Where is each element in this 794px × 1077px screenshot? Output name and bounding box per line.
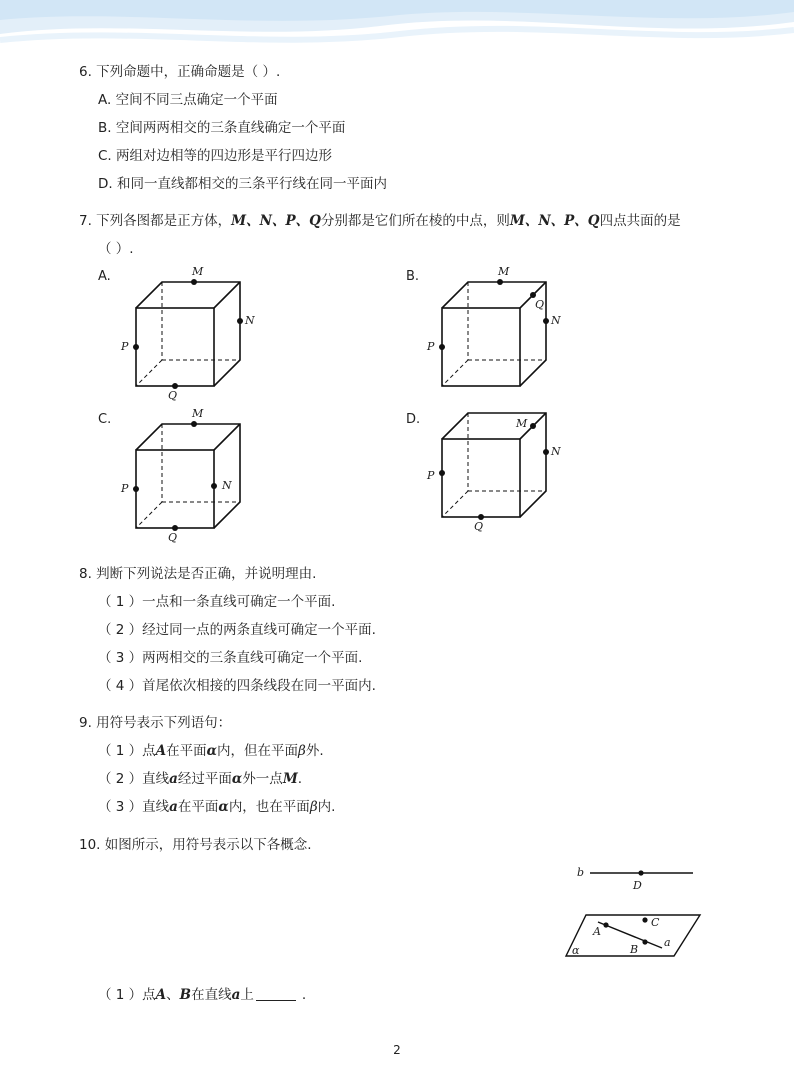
text: （ 3 ）直线 (98, 799, 170, 815)
math-a: a (169, 799, 178, 815)
label-a-line: a (664, 936, 671, 949)
header-wave-decoration (0, 0, 794, 60)
q6-option-a: A. 空间不同三点确定一个平面 (98, 92, 278, 108)
text: 内，但在平面 (217, 743, 299, 759)
label-alpha-plane: α (572, 944, 580, 957)
q7-points-2: M、N、P、Q (509, 213, 600, 229)
text: （ 1 ）点 (98, 987, 156, 1003)
label-q: Q (168, 531, 178, 544)
label-c-point: C (651, 916, 660, 929)
q7-figure-a-label: A. (98, 269, 111, 284)
q8-item-2: （ 2 ）经过同一点的两条直线可确定一个平面. (98, 622, 376, 638)
q8-item-3: （ 3 ）两两相交的三条直线可确定一个平面. (98, 650, 363, 666)
q9-item-1 (98, 742, 324, 760)
text: 、 (166, 987, 180, 1003)
q9-stem: 9. 用符号表示下列语句： (79, 715, 232, 731)
q7-stem-post: 四点共面的是 (599, 213, 681, 229)
label-d: D (633, 879, 642, 892)
label-m: M (516, 417, 528, 430)
label-n: N (551, 445, 561, 458)
label-m: M (192, 407, 204, 420)
label-b-point: B (630, 943, 639, 956)
q9-item-2 (98, 770, 302, 788)
label-m: M (498, 265, 510, 278)
text: 内. (317, 799, 336, 815)
math-beta: β (309, 799, 318, 815)
label-b: b (577, 866, 585, 879)
q6-option-b: B. 空间两两相交的三条直线确定一个平面 (98, 120, 346, 136)
q7-points-1: M、N、P、Q (231, 213, 321, 229)
label-n: N (245, 314, 255, 327)
text: 上 (240, 987, 254, 1003)
q7-figure-a (112, 262, 262, 406)
math-alpha: α (231, 771, 243, 787)
text: 经过平面 (177, 771, 232, 787)
text: 在直线 (191, 987, 232, 1003)
math-m: M (282, 771, 298, 787)
label-q: Q (168, 389, 178, 402)
q7-figure-d (418, 393, 578, 537)
q7-stem-pre: 7. 下列各图都是正方体， (79, 213, 232, 229)
q7-stem (79, 212, 681, 230)
math-alpha: α (218, 799, 229, 815)
q7-figure-b-label: B. (406, 269, 420, 284)
label-q: Q (535, 298, 545, 311)
label-q: Q (474, 520, 484, 533)
math-a: a (169, 771, 178, 787)
math-beta: β (298, 743, 306, 759)
q10-stem: 10. 如图所示，用符号表示以下各概念. (79, 837, 312, 853)
math-a-line: a (231, 987, 241, 1003)
text: 在平面 (166, 743, 207, 759)
math-a: A (155, 743, 167, 759)
text: 在平面 (177, 799, 219, 815)
math-alpha: α (206, 743, 218, 759)
q10-figure (560, 860, 710, 969)
label-p: P (427, 340, 435, 353)
q6-option-c: C. 两组对边相等的四边形是平行四边形 (98, 148, 333, 164)
q9-item-3 (98, 798, 335, 816)
q8-item-4: （ 4 ）首尾依次相接的四条线段在同一平面内. (98, 678, 376, 694)
q7-figure-b (418, 262, 578, 406)
q7-figure-c-label: C. (98, 412, 112, 427)
text: 外. (305, 743, 324, 759)
q6-option-d: D. 和同一直线都相交的三条平行线在同一平面内 (98, 176, 387, 192)
q6-stem: 6. 下列命题中，正确命题是（ ）. (79, 64, 281, 80)
text: . (301, 987, 307, 1003)
text: 外一点 (242, 771, 283, 787)
math-b: B (179, 987, 192, 1003)
label-p: P (427, 469, 435, 482)
answer-blank[interactable] (256, 987, 296, 1001)
text: （ 2 ）直线 (98, 771, 170, 787)
label-p: P (121, 340, 129, 353)
q7-stem-mid: 分别都是它们所在棱的中点，则 (320, 213, 510, 229)
text: 内，也在平面 (228, 799, 310, 815)
q7-stem-line2: （ ）. (98, 241, 134, 257)
q8-item-1: （ 1 ）一点和一条直线可确定一个平面. (98, 594, 336, 610)
text: . (297, 771, 303, 787)
label-a-point: A (593, 925, 601, 938)
q10-item-1 (98, 986, 306, 1004)
q7-figure-d-label: D. (406, 412, 421, 427)
text: （ 1 ）点 (98, 743, 156, 759)
q8-stem: 8. 判断下列说法是否正确，并说明理由. (79, 566, 317, 582)
page-number: 2 (393, 1043, 401, 1057)
label-n: N (222, 479, 232, 492)
label-p: P (121, 482, 129, 495)
q7-figure-c (112, 404, 262, 548)
math-a: A (155, 987, 167, 1003)
label-n: N (551, 314, 561, 327)
label-m: M (192, 265, 204, 278)
